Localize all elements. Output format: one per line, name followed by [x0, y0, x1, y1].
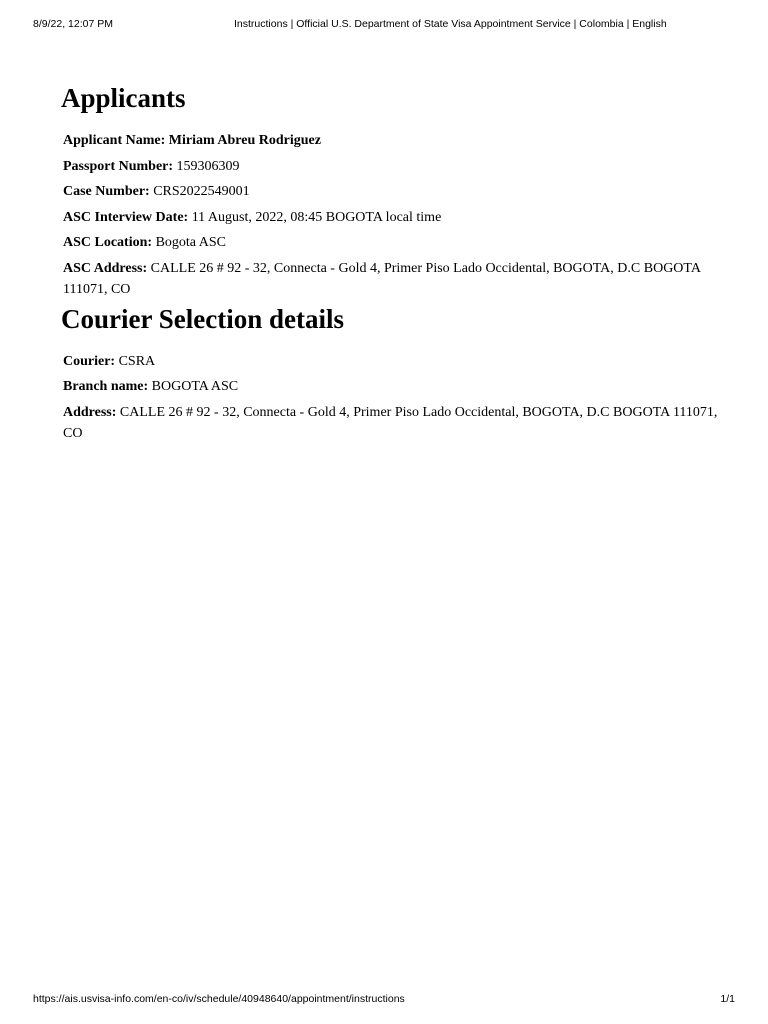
passport-number-field: [63, 156, 721, 178]
asc-location-field: [63, 232, 721, 254]
print-url: https://ais.usvisa-info.com/en-co/iv/schedule/40948640/appointment/instructions: [33, 993, 405, 1005]
asc-address-field: [63, 258, 721, 301]
field-value: Bogota ASC: [152, 235, 226, 250]
field-label: Case Number:: [63, 184, 150, 199]
print-footer: [33, 992, 735, 1006]
case-number-field: [63, 181, 721, 203]
courier-section: [61, 301, 721, 445]
field-value: 159306309: [173, 158, 240, 174]
field-label: ASC Location:: [63, 235, 153, 250]
asc-interview-date-field: [63, 207, 721, 229]
courier-heading: Courier Selection details: [61, 303, 344, 334]
courier-fields: [63, 351, 721, 445]
branch-name-field: [63, 376, 721, 398]
field-value: 11 August, 2022, 08:45 BOGOTA local time: [188, 209, 442, 225]
field-label: Passport Number:: [63, 158, 174, 174]
print-page-title: Instructions | Official U.S. Department of State Visa Appointment Service | Colombia | English: [234, 18, 667, 30]
field-label: Courier:: [63, 353, 116, 369]
document-body: [61, 80, 721, 449]
field-label: ASC Interview Date:: [63, 209, 189, 225]
field-value: BOGOTA ASC: [148, 379, 239, 394]
field-label: Applicant Name: Miriam Abreu Rodriguez: [63, 133, 321, 148]
field-label: Branch name:: [63, 379, 149, 394]
field-value: CALLE 26 # 92 - 32, Connecta - Gold 4, Primer Piso Lado Occidental, BOGOTA, D.C BOGOTA 111071, CO: [63, 404, 718, 441]
applicants-heading: Applicants: [61, 83, 186, 113]
courier-field: [63, 351, 721, 373]
print-header: [33, 17, 735, 31]
page-count: 1/1: [720, 993, 735, 1005]
courier-address-field: [63, 402, 721, 445]
field-value: CRS2022549001: [149, 184, 250, 199]
applicant-fields: [63, 130, 721, 301]
print-date: 8/9/22, 12:07 PM: [33, 18, 113, 30]
applicants-section: [61, 80, 721, 301]
field-value: CALLE 26 # 92 - 32, Connecta - Gold 4, Primer Piso Lado Occidental, BOGOTA, D.C BOGOTA 111071, CO: [63, 260, 701, 297]
field-label: Address:: [63, 404, 117, 420]
field-value: CSRA: [115, 353, 156, 369]
applicant-name-field: [63, 130, 721, 152]
field-label: ASC Address:: [63, 260, 148, 276]
